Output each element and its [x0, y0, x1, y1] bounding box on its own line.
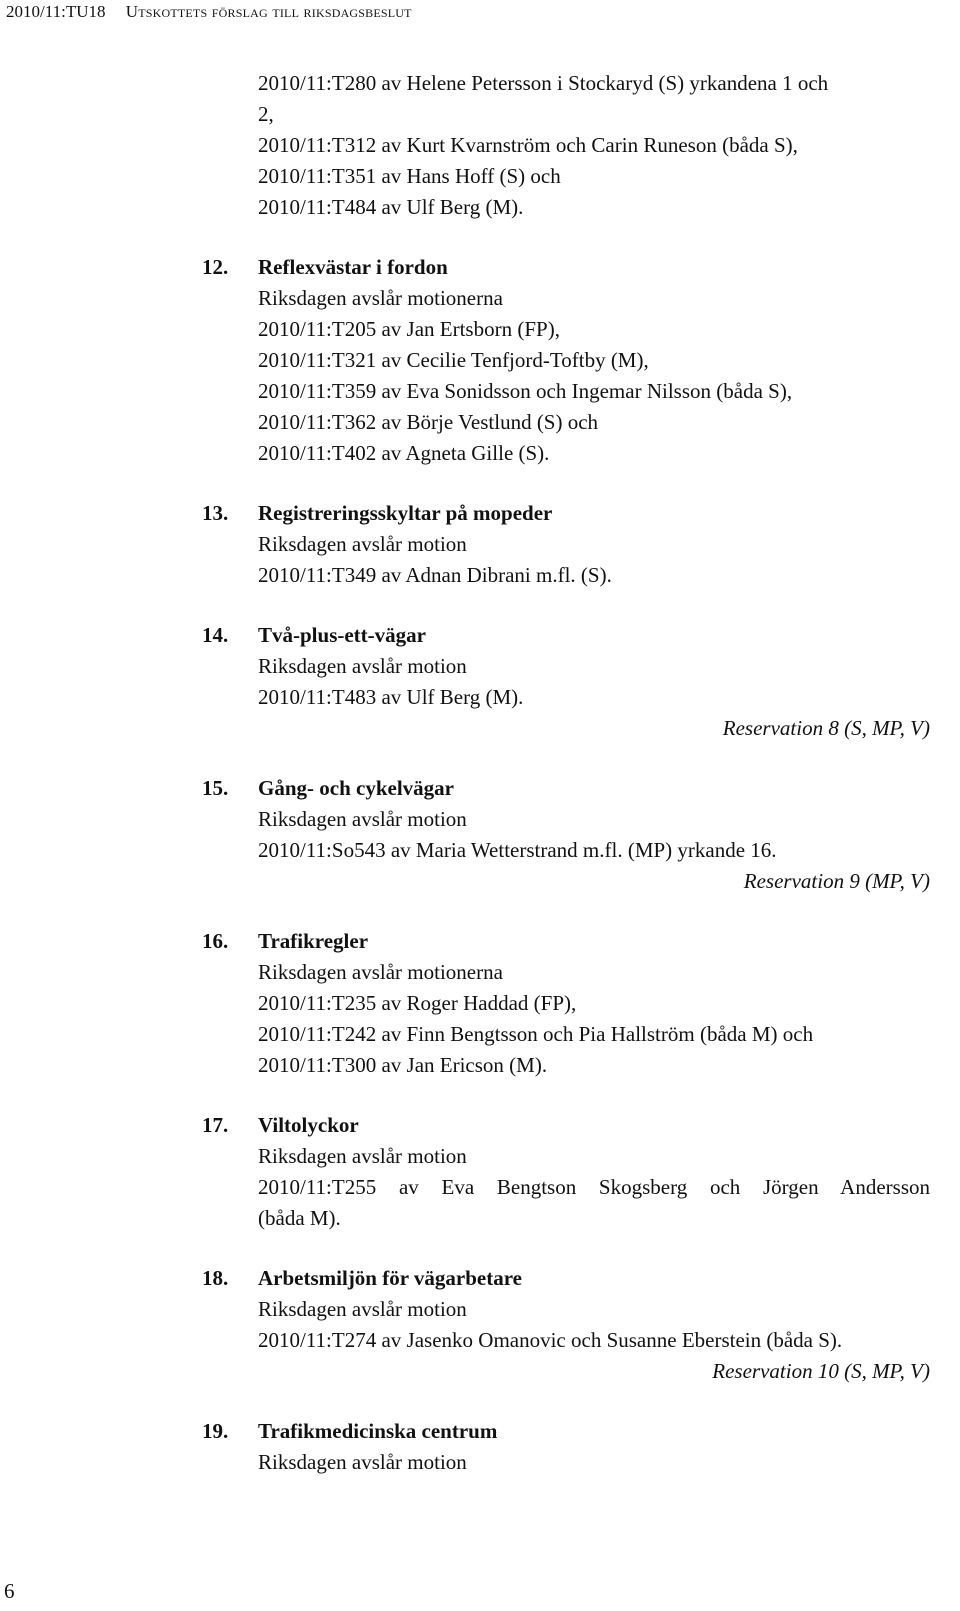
section-number: 15.	[202, 776, 229, 800]
decision-line: Riksdagen avslår motion	[258, 1297, 467, 1321]
intro-block	[258, 68, 930, 223]
section-heading: Reflexvästar i fordon	[258, 255, 448, 279]
motion-line: 2,	[258, 102, 274, 126]
document-body	[202, 68, 930, 1478]
section-number: 13.	[202, 501, 229, 525]
section-13	[202, 498, 930, 591]
reservation-note: Reservation 10 (S, MP, V)	[712, 1359, 930, 1383]
section-number: 19.	[202, 1419, 229, 1443]
decision-line: Riksdagen avslår motionerna	[258, 960, 503, 984]
section-number: 18.	[202, 1266, 229, 1290]
section-heading: Två-plus-ett-vägar	[258, 623, 426, 647]
section-16	[202, 926, 930, 1081]
section-18	[202, 1263, 930, 1387]
decision-line: Riksdagen avslår motion	[258, 532, 467, 556]
section-number: 12.	[202, 255, 229, 279]
section-15	[202, 773, 930, 897]
page-header	[6, 0, 412, 24]
section-heading: Registreringsskyltar på mopeder	[258, 501, 553, 525]
decision-line: Riksdagen avslår motion	[258, 654, 467, 678]
section-heading: Trafikregler	[258, 929, 369, 953]
motion-line: 2010/11:T312 av Kurt Kvarnström och Carin Runeson (båda S),	[258, 133, 798, 157]
section-number: 17.	[202, 1113, 229, 1137]
motion-line: 2010/11:T242 av Finn Bengtsson och Pia Hallström (båda M) och	[258, 1022, 814, 1046]
section-14	[202, 620, 930, 744]
decision-line: Riksdagen avslår motion	[258, 1144, 467, 1168]
motion-line: 2010/11:T280 av Helene Petersson i Stockaryd (S) yrkandena 1 och	[258, 71, 829, 95]
decision-line: Riksdagen avslår motion	[258, 807, 467, 831]
motion-line: 2010/11:T362 av Börje Vestlund (S) och	[258, 410, 599, 434]
motion-line: 2010/11:T205 av Jan Ertsborn (FP),	[258, 317, 560, 341]
section-heading: Gång- och cykelvägar	[258, 776, 454, 800]
motion-line: 2010/11:T402 av Agneta Gille (S).	[258, 441, 550, 465]
reservation-note: Reservation 8 (S, MP, V)	[722, 716, 930, 740]
decision-line: Riksdagen avslår motion	[258, 1450, 467, 1474]
motion-line: 2010/11:T274 av Jasenko Omanovic och Susanne Eberstein (båda S).	[258, 1328, 843, 1352]
motion-line: 2010/11:T300 av Jan Ericson (M).	[258, 1053, 548, 1077]
reservation-note: Reservation 9 (MP, V)	[743, 869, 930, 893]
section-12	[202, 252, 930, 469]
motion-line: 2010/11:T351 av Hans Hoff (S) och	[258, 164, 561, 188]
motion-line: 2010/11:T484 av Ulf Berg (M).	[258, 195, 524, 219]
motion-line: 2010/11:T359 av Eva Sonidsson och Ingemar Nilsson (båda S),	[258, 379, 793, 403]
motion-line: 2010/11:So543 av Maria Wetterstrand m.fl. (MP) yrkande 16.	[258, 838, 777, 862]
motion-line: (båda M).	[258, 1206, 341, 1230]
section-number: 14.	[202, 623, 229, 647]
motion-line: 2010/11:T255 av Eva Bengtson Skogsberg och Jörgen Andersson	[258, 1175, 930, 1199]
page-number: 6	[4, 1579, 15, 1603]
section-number: 16.	[202, 929, 229, 953]
motion-line: 2010/11:T235 av Roger Haddad (FP),	[258, 991, 577, 1015]
section-heading: Viltolyckor	[258, 1113, 359, 1137]
document-id: 2010/11:TU18	[6, 2, 106, 21]
decision-line: Riksdagen avslår motionerna	[258, 286, 503, 310]
section-heading: Trafikmedicinska centrum	[258, 1419, 498, 1443]
section-17	[202, 1110, 930, 1234]
motion-line: 2010/11:T483 av Ulf Berg (M).	[258, 685, 524, 709]
section-heading: Arbetsmiljön för vägarbetare	[258, 1266, 522, 1290]
document-title: Utskottets förslag till riksdagsbeslut	[125, 2, 412, 21]
section-19	[202, 1416, 930, 1478]
motion-line: 2010/11:T349 av Adnan Dibrani m.fl. (S).	[258, 563, 612, 587]
motion-line: 2010/11:T321 av Cecilie Tenfjord-Toftby (M),	[258, 348, 649, 372]
